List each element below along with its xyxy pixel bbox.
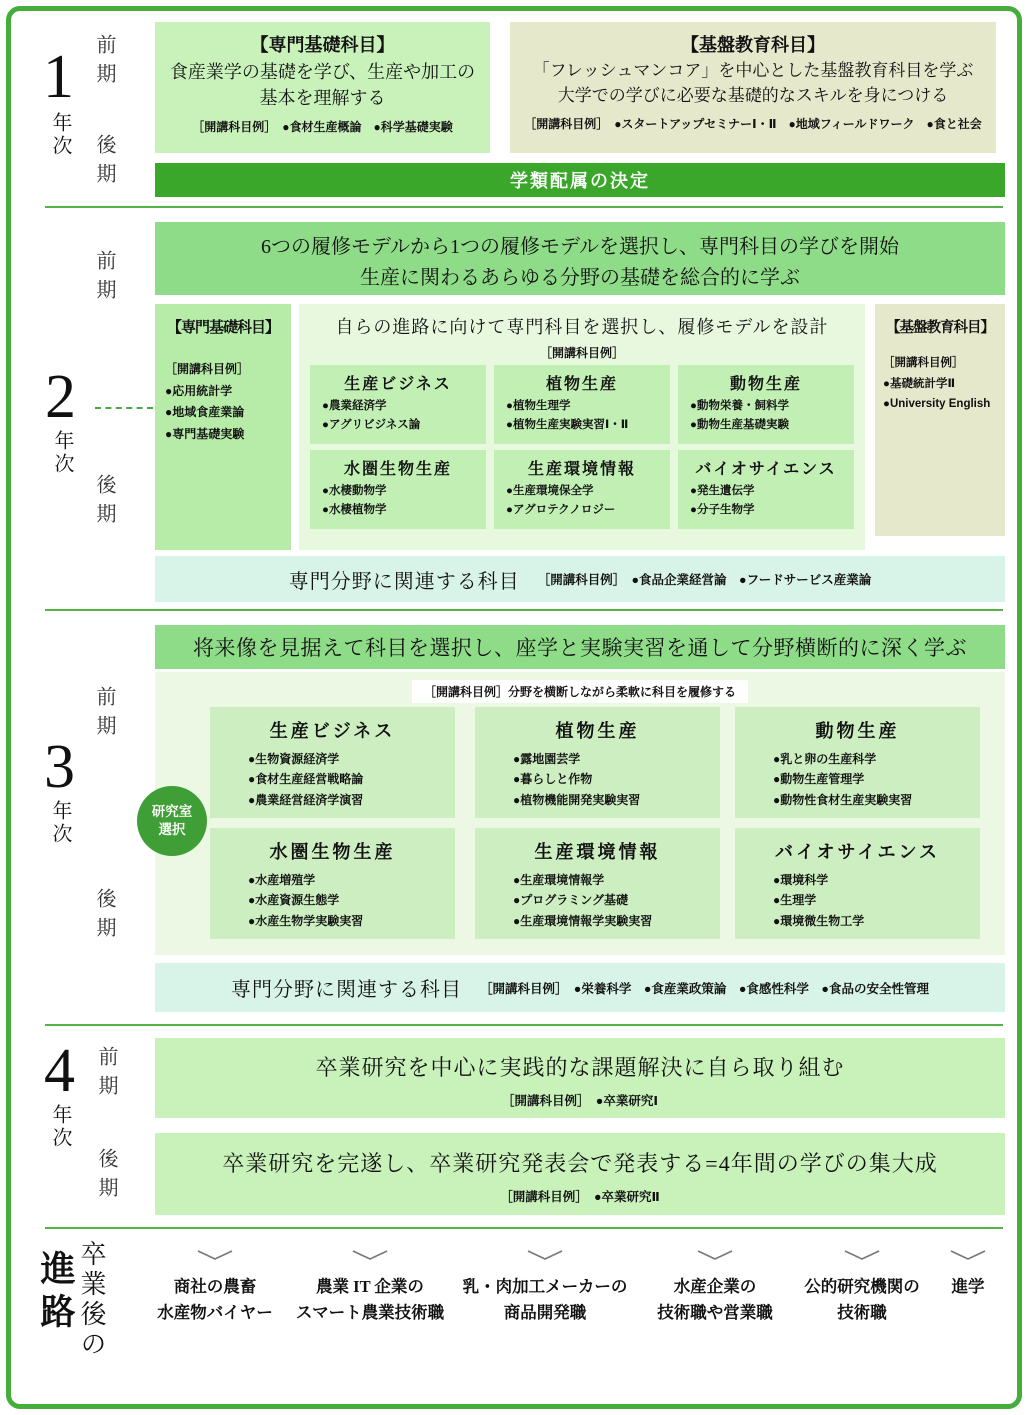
year-1-second-term-label: 後期 [93, 134, 115, 192]
course-item: ●動物生産基礎実験 [690, 418, 789, 431]
model-courses [678, 397, 854, 435]
box-title: 【基盤教育科目】 [681, 35, 825, 55]
course-item: ●地域食産業論 [165, 405, 245, 420]
field-box-environment-informatics [475, 828, 720, 939]
chevron-down-icon [352, 1250, 388, 1261]
field-title: 植物生産 [555, 721, 640, 741]
year-4-first-term-label: 前期 [95, 1046, 117, 1104]
year-4-label: 年次 [49, 1104, 71, 1150]
field-title: 水圏生物生産 [269, 842, 396, 862]
chevron-down-icon [844, 1250, 880, 1261]
course-examples-label: ［開講科目例］ [883, 357, 964, 369]
field-courses [475, 749, 720, 810]
year-1-specialized-basics-box [155, 22, 490, 153]
year-2-label: 年次 [51, 430, 73, 476]
badge-line-2: 選択 [158, 822, 186, 837]
year-3-label: 年次 [49, 800, 71, 846]
year-2-specialized-basics-box [155, 304, 291, 550]
career-line-2: 技術職や営業職 [657, 1303, 773, 1323]
header-line-1: 6つの履修モデルから1つの履修モデルを選択し、専門科目の学びを開始 [261, 236, 899, 258]
course-item: ●動物栄養・飼料学 [690, 400, 789, 412]
year-4-second-term-box [155, 1133, 1005, 1215]
course-item: ●分子生物学 [690, 503, 755, 516]
description-line-1: 食産業学の基礎を学び、生産や加工の [169, 62, 476, 82]
course-item: ●食材生産経営戦略論 [248, 772, 364, 787]
field-title: 動物生産 [815, 721, 900, 741]
career-line-1: 商社の農畜 [173, 1277, 257, 1296]
course-examples: ［開講科目例］ ●卒業研究Ⅱ [500, 1190, 660, 1204]
course-item: ●アグリビジネス論 [322, 418, 421, 431]
field-box-production-business [210, 707, 455, 818]
course-item: ●専門基礎実験 [165, 426, 245, 441]
model-title: 水圏生物生産 [343, 461, 452, 478]
course-item: ●プログラミング基礎 [513, 893, 629, 908]
course-item: ●農業経済学 [322, 400, 387, 412]
related-subjects-title: 専門分野に関連する科目 [288, 570, 520, 593]
year-2-header-banner [155, 222, 1005, 295]
year-2-foundation-education-box [875, 304, 1005, 536]
model-courses [310, 397, 486, 435]
after-graduation-label: 卒業後の [77, 1240, 106, 1360]
model-box-environment-informatics [494, 450, 670, 529]
chevron-down-icon [527, 1250, 563, 1261]
model-title: 動物生産 [729, 376, 802, 393]
course-item: ●生産環境情報学 [513, 873, 605, 887]
career-item-graduate-school [918, 1250, 1018, 1300]
course-item: ●動物生産管理学 [773, 772, 865, 787]
field-box-animal-production [735, 707, 980, 818]
box-title: 卒業研究を中心に実践的な課題解決に自ら取り組む [315, 1055, 845, 1080]
model-title: 生産環境情報 [527, 461, 636, 478]
section-divider [45, 1024, 1003, 1026]
lab-selection-badge [137, 786, 207, 856]
class-assignment-bar: 学類配属の決定 [155, 163, 1005, 197]
course-item: ●水産資源生態学 [248, 893, 340, 908]
field-box-aquatic-production [210, 828, 455, 939]
field-title: バイオサイエンス [775, 842, 940, 862]
course-item: ●水棲動物学 [322, 485, 387, 497]
box-title: 卒業研究を完遂し、卒業研究発表会で発表する=4年間の学びの集大成 [222, 1151, 938, 1176]
section-divider [45, 1227, 1003, 1229]
model-courses [494, 482, 670, 520]
chevron-down-icon [950, 1250, 986, 1261]
career-text [804, 1274, 920, 1327]
model-box-aquatic-production [310, 450, 486, 529]
course-examples: ［開講科目例］ ●スタートアップセミナーⅠ・Ⅱ ●地域フィールドワーク ●食と社会 [524, 117, 982, 132]
course-item: ●乳と卵の生産科学 [773, 752, 877, 766]
section-divider [45, 206, 1003, 208]
course-item: ●発生遺伝学 [690, 485, 755, 497]
description-line-2: 大学での学びに必要な基礎的なスキルを身につける [557, 85, 949, 105]
model-box-plant-production [494, 365, 670, 444]
career-text [952, 1274, 985, 1300]
year-3-second-term-label: 後期 [93, 888, 115, 946]
course-item: ●露地園芸学 [513, 752, 581, 766]
model-courses [678, 482, 854, 520]
field-box-plant-production [475, 707, 720, 818]
course-item: ●アグロテクノロジー [506, 503, 616, 516]
year-1-number: 1 [43, 43, 74, 111]
box-title: 【専門基礎科目】 [166, 320, 279, 336]
field-courses [210, 749, 455, 810]
course-item: ●動物性食材生産実験実習 [773, 792, 913, 807]
model-courses [310, 482, 486, 520]
course-item: ●植物生理学 [506, 400, 571, 412]
year-4-number: 4 [44, 1037, 75, 1105]
course-item: ●生産環境情報学実験実習 [513, 913, 653, 928]
year-2-dashed-connector [95, 407, 153, 409]
year-1-label: 年次 [49, 112, 71, 158]
field-courses [735, 870, 980, 931]
year-3-number: 3 [44, 733, 75, 801]
year-2-model-design-panel [299, 304, 865, 550]
related-subjects-courses: ［開講科目例］ ●食品企業経営論 ●フードサービス産業論 [537, 573, 872, 587]
description-line-2: 基本を理解する [259, 88, 386, 109]
career-line-1: 進学 [951, 1277, 985, 1296]
chevron-down-icon [197, 1250, 233, 1261]
course-item: ●環境微生物工学 [773, 913, 865, 928]
course-list [883, 353, 997, 415]
career-text [463, 1274, 628, 1327]
career-line-1: 公的研究機関の [804, 1277, 920, 1296]
career-line-2: 水産物バイヤー [157, 1303, 273, 1323]
field-courses [210, 870, 455, 931]
badge-line-1: 研究室 [151, 803, 193, 819]
year-4-second-term-label: 後期 [95, 1148, 117, 1206]
year-2-second-term-label: 後期 [93, 474, 115, 532]
field-title: 生産環境情報 [534, 842, 661, 862]
course-item: ●植物生産実験実習Ⅰ・Ⅱ [506, 418, 629, 431]
model-title: バイオサイエンス [695, 461, 837, 478]
year-3-course-note: ［開講科目例］分野を横断しながら柔軟に科目を履修する [412, 680, 748, 703]
header-line-2: 生産に関わるあらゆる分野の基礎を総合的に学ぶ [360, 267, 800, 289]
year-1-first-term-label: 前期 [93, 34, 115, 92]
year-1-foundation-education-box [510, 22, 996, 153]
field-courses [475, 870, 720, 931]
course-item: ●水産生物学実験実習 [248, 913, 364, 928]
course-item: ●環境科学 [773, 873, 829, 887]
course-item: ●農業経営経済学演習 [248, 792, 364, 807]
field-box-bioscience [735, 828, 980, 939]
section-divider [45, 609, 1003, 611]
career-line-1: 乳・肉加工メーカーの [462, 1277, 628, 1296]
year-2-number: 2 [45, 363, 76, 431]
career-line-1: 水産企業の [673, 1277, 757, 1296]
career-text [296, 1274, 444, 1327]
career-line-2: 技術職 [837, 1303, 887, 1323]
course-item: ●水産増殖学 [248, 873, 316, 887]
model-title: 植物生産 [545, 376, 618, 393]
course-list [165, 359, 281, 445]
field-courses [735, 749, 980, 810]
box-title: 【基盤教育科目】 [886, 320, 994, 336]
course-item: ●生産環境保全学 [506, 485, 594, 497]
career-text [657, 1274, 773, 1327]
career-line-2: 商品開発職 [503, 1303, 587, 1323]
year-3-header-banner: 将来像を見据えて科目を選択し、座学と実験実習を通して分野横断的に深く学ぶ [155, 625, 1005, 669]
panel-title: 自らの進路に向けて専門科目を選択し、履修モデルを設計 [335, 317, 829, 337]
year-2-related-subjects-bar [155, 556, 1005, 602]
course-examples-label: ［開講科目例］ [165, 362, 250, 376]
course-examples: ［開講科目例］ ●食材生産概論 ●科学基礎実験 [192, 120, 453, 135]
course-item: ●植物機能開発実験実習 [513, 792, 641, 807]
career-line-2: スマート農業技術職 [295, 1303, 445, 1323]
model-box-production-business [310, 365, 486, 444]
year-3-first-term-label: 前期 [93, 686, 115, 744]
model-title: 生産ビジネス [344, 376, 452, 393]
model-courses [494, 397, 670, 435]
chevron-down-icon [697, 1250, 733, 1261]
description-line-1: 「フレッシュマンコア」を中心とした基盤教育科目を学ぶ [532, 61, 974, 80]
course-examples: ［開講科目例］ ●卒業研究Ⅰ [502, 1094, 658, 1108]
related-subjects-courses: ［開講科目例］ ●栄養科学 ●食産業政策論 ●食感性科学 ●食品の安全性管理 [480, 981, 929, 996]
year-4-first-term-box [155, 1038, 1005, 1118]
course-item: ●University English [883, 398, 991, 411]
related-subjects-title: 専門分野に関連する科目 [231, 979, 463, 1001]
model-box-animal-production [678, 365, 854, 444]
box-title: 【専門基礎科目】 [250, 35, 395, 55]
course-examples-label: ［開講科目例］ [539, 346, 624, 360]
career-path-label: 進路 [36, 1250, 75, 1336]
model-box-bioscience [678, 450, 854, 529]
course-item: ●生物資源経済学 [248, 752, 340, 766]
year-2-first-term-label: 前期 [93, 250, 115, 308]
box-description [155, 59, 490, 111]
course-item: ●水棲植物学 [322, 503, 387, 516]
course-item: ●生理学 [773, 893, 817, 908]
course-item: ●基礎統計学Ⅱ [883, 377, 956, 390]
box-description [510, 59, 996, 108]
field-title: 生産ビジネス [269, 721, 396, 741]
year-3-related-subjects-bar [155, 963, 1005, 1012]
year-3-fields-panel [155, 672, 1005, 955]
career-line-1: 農業 IT 企業の [316, 1277, 424, 1296]
course-item: ●暮らしと作物 [513, 772, 593, 787]
career-text [157, 1274, 273, 1327]
course-item: ●応用統計学 [165, 383, 233, 398]
